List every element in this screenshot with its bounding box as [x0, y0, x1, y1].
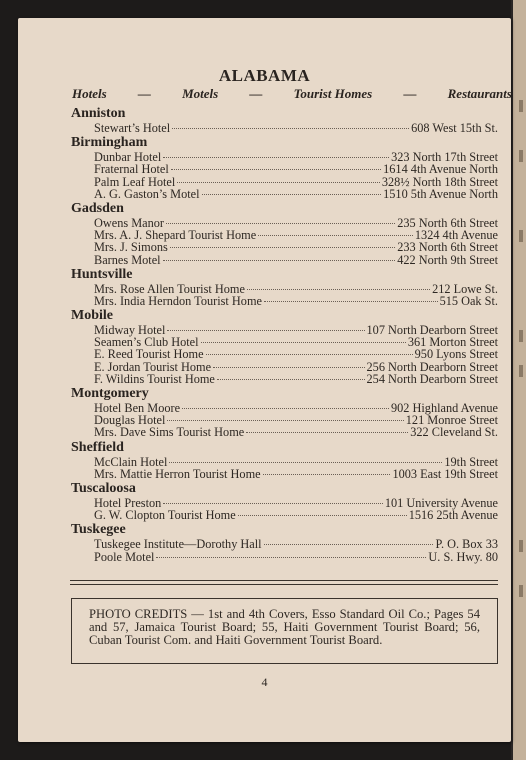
dot-leader [171, 169, 381, 170]
listing-name: Midway Hotel [94, 323, 166, 338]
dot-leader [170, 247, 395, 248]
city-heading: Anniston [71, 106, 126, 121]
listing-name: Poole Motel [94, 549, 155, 564]
city-heading: Gadsden [71, 200, 124, 216]
listing-name: A. G. Gaston’s Motel [94, 186, 200, 201]
adjacent-page-mark [519, 100, 523, 112]
dot-leader [202, 194, 382, 195]
listing-address: 950 Lyons Street [414, 347, 498, 362]
listing-entry [94, 348, 498, 360]
listing-address: P. O. Box 33 [435, 537, 498, 552]
listing-address: 1614 4th Avenue North [383, 162, 498, 177]
listing-address: 608 West 15th St. [411, 121, 498, 135]
listing-entry [94, 509, 498, 521]
listing-address: 254 North Dearborn Street [366, 371, 498, 386]
city-heading: Sheffield [71, 439, 124, 455]
city-heading: Birmingham [71, 135, 148, 151]
page-title: ALABAMA [218, 66, 311, 85]
listing-name: Dunbar Hotel [94, 150, 162, 165]
dot-leader [156, 557, 426, 558]
listing-name: Hotel Ben Moore [94, 401, 181, 415]
listing-name: Hotel Preston [94, 495, 162, 510]
listing-address: 233 North 6th Street [397, 240, 498, 255]
adjacent-page-mark [519, 365, 523, 377]
category-separator: — [137, 86, 151, 101]
city-heading: Montgomery [71, 386, 149, 401]
listing-name: Mrs. J. Simons [94, 240, 168, 255]
listing-name: Mrs. Dave Sims Tourist Home [94, 425, 245, 440]
listing-address: 19th Street [444, 454, 498, 469]
adjacent-page-mark [519, 150, 523, 162]
listing-address: 212 Lowe St. [432, 281, 498, 296]
dot-leader [213, 367, 364, 368]
listing-directory [18, 105, 511, 563]
dot-leader [167, 420, 403, 421]
dot-leader [264, 544, 434, 545]
listing-address: U. S. Hwy. 80 [428, 549, 498, 564]
category-tourist-homes: Tourist Homes [293, 86, 373, 101]
listing-entry [94, 456, 498, 468]
dot-leader [169, 462, 442, 463]
category-motels: Motels [182, 86, 219, 101]
adjacent-page-mark [519, 540, 523, 552]
listing-name: Mrs. Rose Allen Tourist Home [94, 281, 245, 296]
listing-address: 328½ North 18th Street [381, 174, 498, 189]
dot-leader [182, 408, 389, 409]
dot-leader [163, 157, 389, 158]
listing-entry [94, 188, 498, 200]
listing-entry [94, 254, 498, 266]
city-heading: Tuskegee [71, 522, 126, 538]
listing-name: G. W. Clopton Tourist Home [94, 508, 236, 523]
dot-leader [264, 301, 438, 302]
listing-entry [94, 295, 498, 307]
adjacent-page-mark [519, 585, 523, 597]
divider-rule [70, 584, 498, 585]
listing-address: 107 North Dearborn Street [366, 323, 498, 338]
adjacent-page-mark [519, 230, 523, 242]
listing-address: 1516 25th Avenue [408, 508, 498, 523]
listing-entry [94, 468, 498, 480]
listing-name: E. Reed Tourist Home [94, 347, 204, 362]
listing-name: Owens Manor [94, 215, 165, 230]
dot-leader [258, 235, 413, 236]
listing-name: Palm Leaf Hotel [94, 174, 176, 189]
page-number: 4 [261, 675, 268, 689]
dot-leader [166, 223, 395, 224]
dot-leader [163, 260, 396, 261]
category-subtitle [72, 86, 512, 102]
listing-entry [94, 373, 498, 385]
city-heading: Mobile [71, 308, 113, 324]
listing-entry [94, 551, 498, 563]
listing-name: Mrs. Mattie Herron Tourist Home [94, 466, 261, 481]
divider-rule [70, 580, 498, 581]
listing-entry [94, 163, 498, 175]
category-restaurants: Restaurants [447, 86, 512, 101]
dot-leader [206, 354, 413, 355]
listing-entry [94, 426, 498, 438]
photo-credits-text: PHOTO CREDITS — 1st and 4th Covers, Esso Standard Oil Co.; Pages 54 and 57, Jamaica Tourist Board; 55, Haiti Government Tourist Board; 56, Cuban Tourist Com. and Haiti Government Tourist Board. [89, 607, 480, 648]
listing-name: McClain Hotel [94, 454, 168, 469]
listing-name: Barnes Motel [94, 252, 161, 267]
dot-leader [247, 289, 430, 290]
listing-name: E. Jordan Tourist Home [94, 359, 212, 374]
listing-entry [94, 122, 498, 134]
listing-address: 323 North 17th Street [391, 150, 498, 165]
dot-leader [163, 503, 383, 504]
listing-address: 322 Cleveland St. [410, 425, 498, 440]
dot-leader [246, 432, 408, 433]
listing-address: 1003 East 19th Street [392, 466, 498, 481]
dot-leader [167, 330, 364, 331]
city-heading: Huntsville [71, 266, 133, 282]
listing-address: 121 Monroe Street [405, 413, 498, 428]
listing-entry [94, 176, 498, 188]
listing-address: 1324 4th Avenue [414, 228, 498, 243]
listing-entry [94, 361, 498, 373]
listing-address: 902 Highland Avenue [390, 401, 498, 415]
listing-name: Mrs. A. J. Shepard Tourist Home [94, 228, 257, 243]
dot-leader [201, 342, 406, 343]
listing-address: 361 Morton Street [407, 335, 498, 350]
category-hotels: Hotels [72, 86, 107, 101]
dot-leader [263, 474, 391, 475]
city-heading: Tuscaloosa [71, 480, 136, 496]
dot-leader [238, 515, 407, 516]
adjacent-page-edge [511, 0, 526, 760]
category-separator: — [249, 86, 263, 101]
category-separator: — [403, 86, 417, 101]
listing-name: Seamen’s Club Hotel [94, 335, 199, 350]
listing-entry [94, 538, 498, 550]
listing-address: 235 North 6th Street [397, 215, 498, 230]
listing-name: Stewart’s Hotel [94, 121, 171, 135]
listing-name: Mrs. India Herndon Tourist Home [94, 293, 262, 308]
directory-page [18, 18, 511, 742]
dot-leader [217, 379, 365, 380]
listing-entry [94, 241, 498, 253]
listing-name: F. Wildins Tourist Home [94, 371, 215, 386]
listing-name: Tuskegee Institute—Dorothy Hall [94, 537, 262, 552]
listing-address: 256 North Dearborn Street [366, 359, 498, 374]
photo-credits-box [71, 598, 498, 664]
listing-address: 422 North 9th Street [397, 252, 498, 267]
listing-address: 101 University Avenue [384, 495, 498, 510]
dot-leader [172, 128, 409, 129]
listing-name: Fraternal Hotel [94, 162, 169, 177]
listing-address: 1510 5th Avenue North [383, 186, 498, 201]
listing-name: Douglas Hotel [94, 413, 166, 428]
dot-leader [177, 182, 380, 183]
listing-address: 515 Oak St. [439, 293, 498, 308]
adjacent-page-mark [519, 330, 523, 342]
